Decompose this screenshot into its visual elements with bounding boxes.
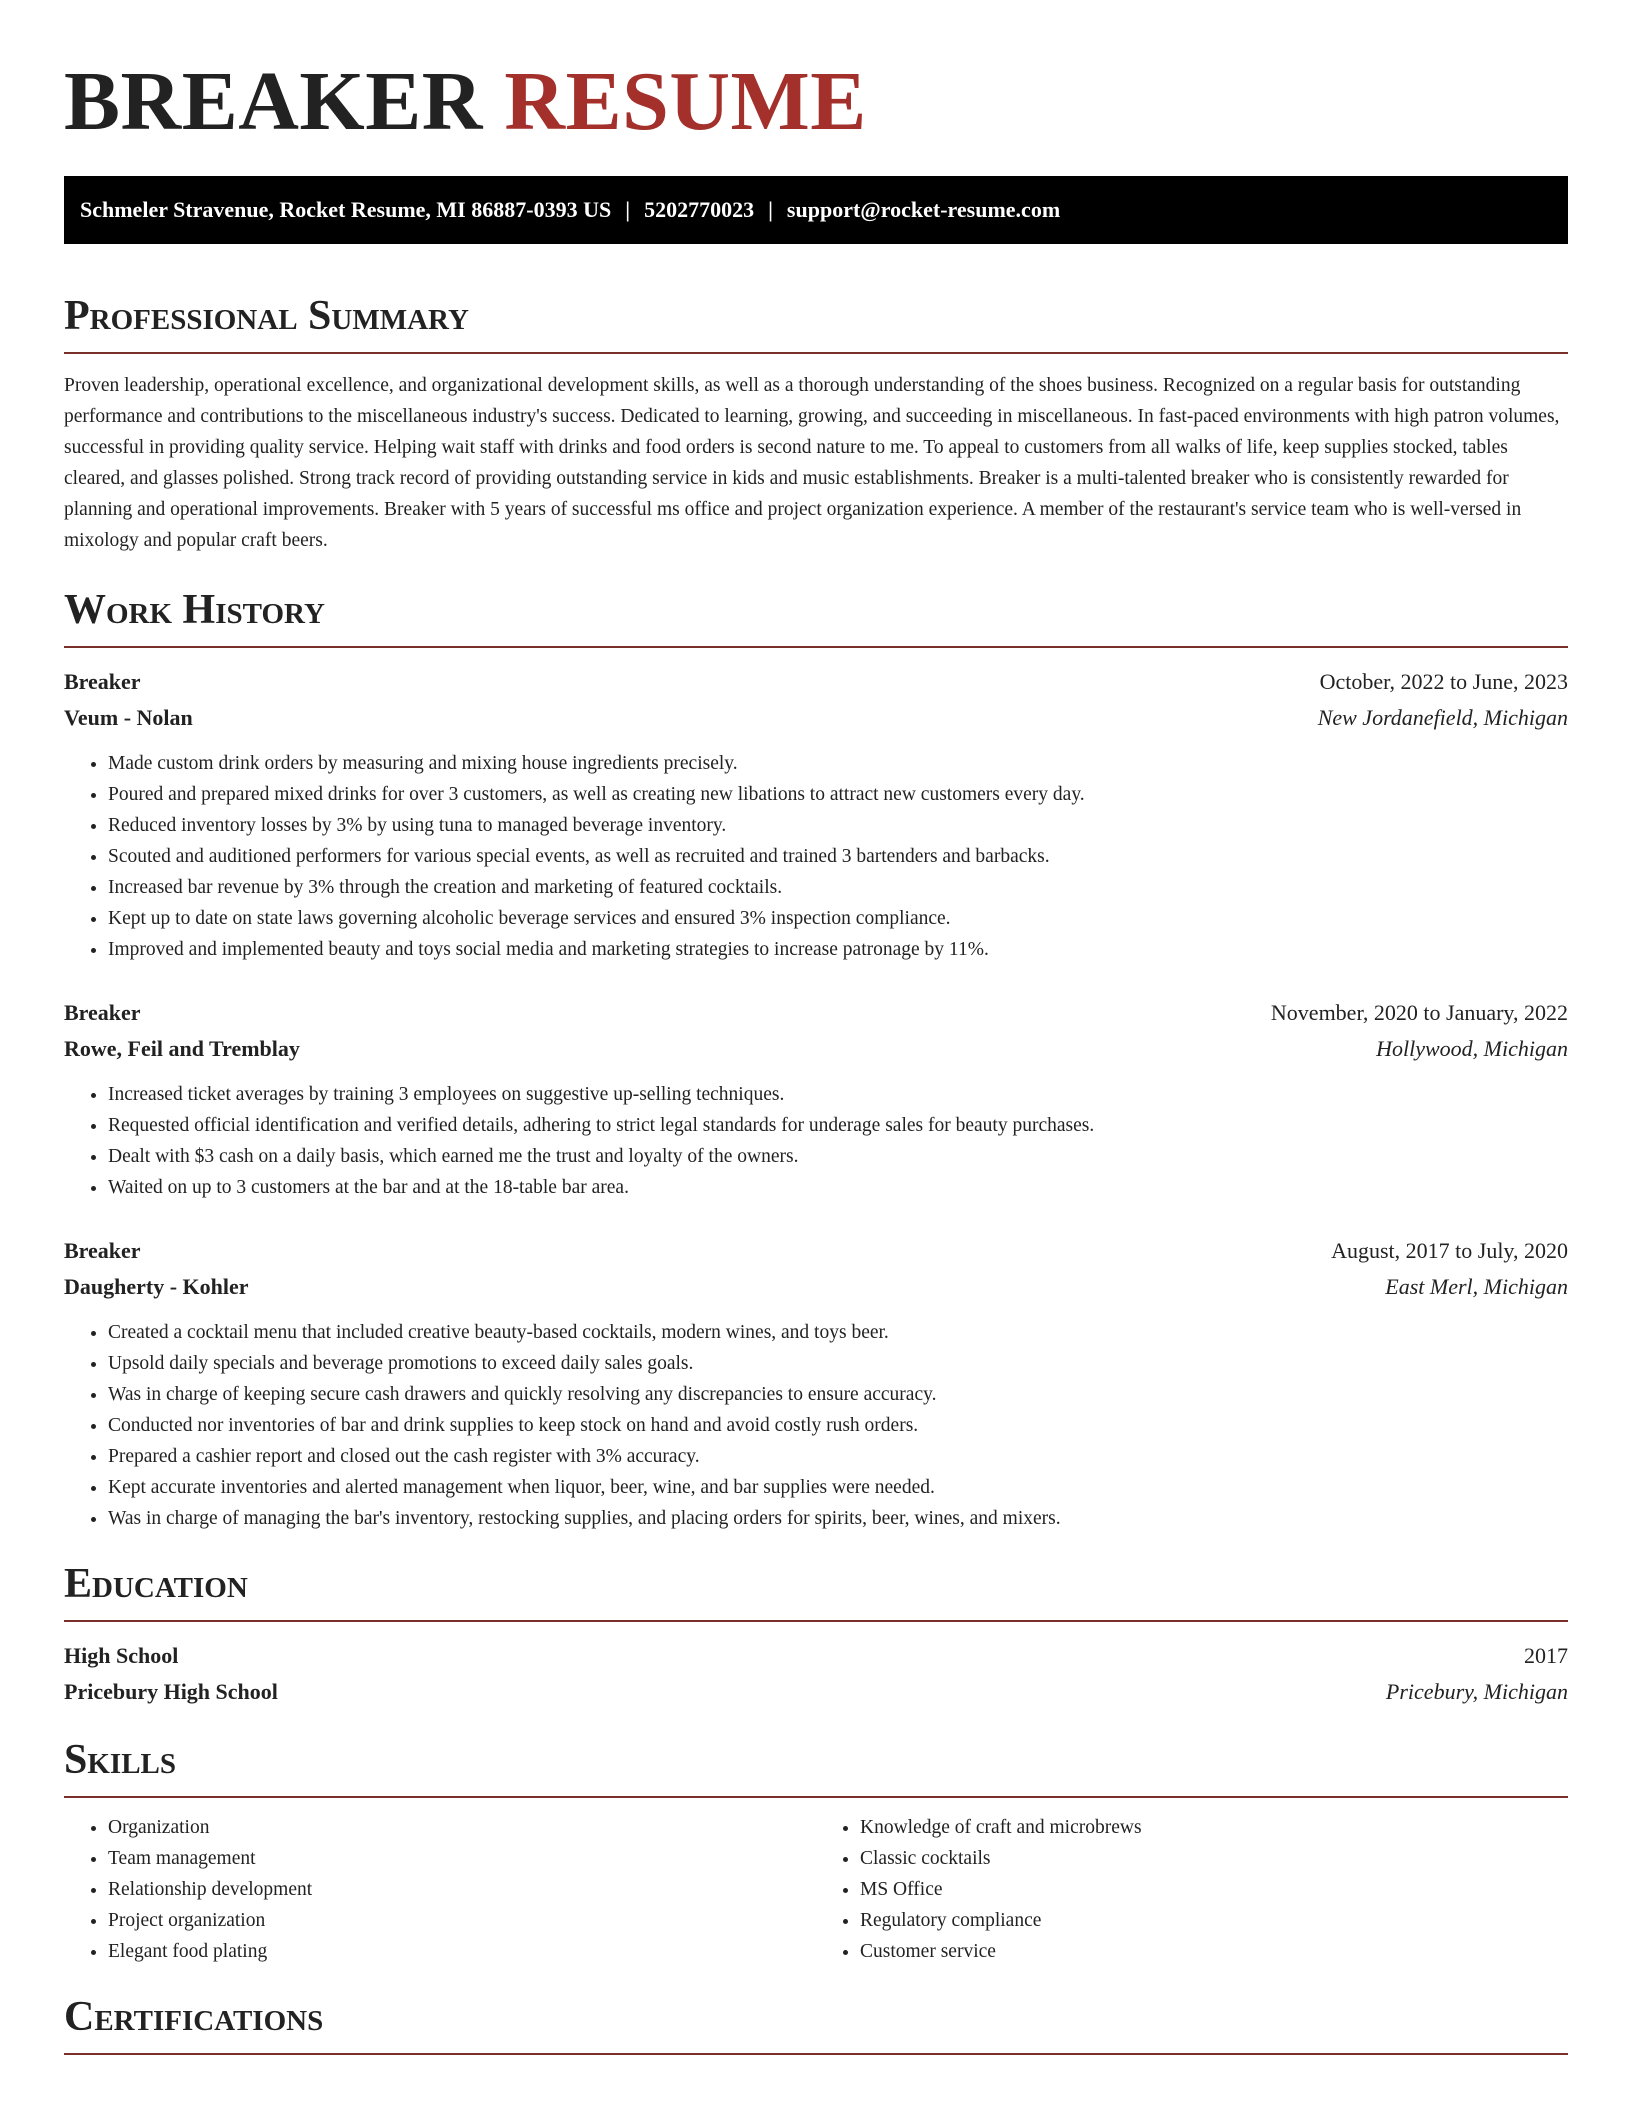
resume-name (64, 0, 1568, 152)
education-year: 2017 (1524, 1643, 1568, 1668)
job-dates: November, 2020 to January, 2022 (1270, 1000, 1568, 1025)
education-school-row (64, 1674, 1568, 1710)
section-title-certifications: Certifications (64, 1994, 324, 2040)
section-title-education: Education (64, 1561, 248, 1607)
job-bullet: • Made custom drink orders by measuring and mixing house ingredients precisely. (108, 748, 1568, 779)
job-dates: August, 2017 to July, 2020 (1331, 1238, 1568, 1263)
job-bullets (64, 1079, 1568, 1203)
job-position: Breaker (64, 1238, 141, 1263)
contact-bar (64, 176, 1568, 244)
resume-page (64, 0, 1568, 2055)
job-bullet: • Increased ticket averages by training 3 employees on suggestive up-selling techniques. (108, 1079, 1568, 1110)
summary-text: Proven leadership, operational excellence, and organizational development skills, as well as a thorough understanding of the shoes business. Recognized on a regular basis for outstanding performance and contributions to the miscellaneous industry's success. Dedicated to learning, growing, and succeeding in miscellaneous. In fast-paced environments with high patron volumes, successful in providing quality service. Helping wait staff with drinks and food orders is second nature to me. To appeal to customers from all walks of life, keep supplies stocked, tables cleared, and glasses polished. Strong track record of providing outstanding service in kids and music establishments. Breaker is a multi-talented breaker who is consistently rewarded for planning and operational improvements. Breaker with 5 years of successful ms office and project organization experience. A member of the restaurant's service team who is well-versed in mixology and popular craft beers. (64, 375, 1560, 551)
work-history-section (64, 582, 1568, 1534)
job-header-row (64, 1233, 1568, 1269)
skills-section (64, 1732, 1568, 1967)
skill-item: • Regulatory compliance (860, 1905, 1568, 1936)
summary-section (64, 288, 1568, 556)
skill-item: • MS Office (860, 1874, 1568, 1905)
job-bullet: • Waited on up to 3 customers at the bar and at the 18-table bar area. (108, 1172, 1568, 1203)
skill-item: • Team management (108, 1843, 816, 1874)
skills-columns (64, 1812, 1568, 1967)
education-section (64, 1556, 1568, 1710)
job-location: New Jordanefield, Michigan (1317, 705, 1568, 730)
skill-item: • Knowledge of craft and microbrews (860, 1812, 1568, 1843)
job-header-row (64, 664, 1568, 700)
job-bullet: • Prepared a cashier report and closed out the cash register with 3% accuracy. (108, 1441, 1568, 1472)
first-name: BREAKER (64, 55, 483, 148)
job-company-row (64, 700, 1568, 736)
section-divider (64, 646, 1568, 648)
job-bullet: • Kept up to date on state laws governing alcoholic beverage services and ensured 3% inspection compliance. (108, 903, 1568, 934)
section-divider (64, 1620, 1568, 1622)
skill-item: • Project organization (108, 1905, 816, 1936)
job-bullets (64, 748, 1568, 965)
job-company: Daugherty - Kohler (64, 1274, 249, 1299)
job-company-row (64, 1269, 1568, 1305)
job-header-row (64, 995, 1568, 1031)
section-divider (64, 2053, 1568, 2055)
job-bullet: • Increased bar revenue by 3% through the creation and marketing of featured cocktails. (108, 872, 1568, 903)
skills-list-left (64, 1812, 816, 1967)
contact-separator: | (625, 197, 631, 222)
job-dates: October, 2022 to June, 2023 (1319, 669, 1568, 694)
job-bullet: • Kept accurate inventories and alerted management when liquor, beer, wine, and bar supplies were needed. (108, 1472, 1568, 1503)
certifications-section (64, 1989, 1568, 2055)
job-company: Rowe, Feil and Tremblay (64, 1036, 300, 1061)
job-bullet: • Conducted nor inventories of bar and drink supplies to keep stock on hand and avoid costly rush orders. (108, 1410, 1568, 1441)
contact-address: Schmeler Stravenue, Rocket Resume, MI 86887-0393 US (80, 197, 612, 222)
section-divider (64, 352, 1568, 354)
contact-phone: 5202770023 (644, 197, 755, 222)
education-location: Pricebury, Michigan (1385, 1679, 1568, 1704)
job-bullet: • Dealt with $3 cash on a daily basis, which earned me the trust and loyalty of the owners. (108, 1141, 1568, 1172)
job-bullets (64, 1317, 1568, 1534)
job-bullet: • Improved and implemented beauty and toys social media and marketing strategies to increase patronage by 11%. (108, 934, 1568, 965)
education-entry (64, 1638, 1568, 1710)
job-bullet: • Was in charge of managing the bar's inventory, restocking supplies, and placing orders for spirits, beer, wines, and mixers. (108, 1503, 1568, 1534)
section-divider (64, 1796, 1568, 1798)
job-entry (64, 995, 1568, 1203)
section-title-work-history: Work History (64, 587, 325, 633)
job-entry (64, 1233, 1568, 1534)
job-position: Breaker (64, 669, 141, 694)
job-company-row (64, 1031, 1568, 1067)
job-company: Veum - Nolan (64, 705, 193, 730)
education-school: Pricebury High School (64, 1679, 278, 1704)
job-location: Hollywood, Michigan (1376, 1036, 1568, 1061)
education-degree: High School (64, 1643, 179, 1668)
section-title-summary: Professional Summary (64, 293, 469, 339)
job-bullet: • Poured and prepared mixed drinks for over 3 customers, as well as creating new libations to attract new customers every day. (108, 779, 1568, 810)
skill-item: • Elegant food plating (108, 1936, 816, 1967)
job-bullet: • Requested official identification and verified details, adhering to strict legal standards for underage sales for beauty purchases. (108, 1110, 1568, 1141)
skill-item: • Customer service (860, 1936, 1568, 1967)
skill-item: • Classic cocktails (860, 1843, 1568, 1874)
contact-separator: | (768, 197, 773, 222)
contact-email: support@rocket-resume.com (786, 197, 1061, 222)
education-header-row (64, 1638, 1568, 1674)
job-bullet: • Reduced inventory losses by 3% by using tuna to managed beverage inventory. (108, 810, 1568, 841)
section-title-skills: Skills (64, 1737, 177, 1783)
job-bullet: • Upsold daily specials and beverage promotions to exceed daily sales goals. (108, 1348, 1568, 1379)
last-name: RESUME (504, 55, 867, 148)
skill-item: • Relationship development (108, 1874, 816, 1905)
job-position: Breaker (64, 1000, 141, 1025)
job-entry (64, 664, 1568, 965)
skill-item: • Organization (108, 1812, 816, 1843)
job-bullet: • Scouted and auditioned performers for various special events, as well as recruited and trained 3 bartenders and barbacks. (108, 841, 1568, 872)
job-bullet: • Was in charge of keeping secure cash drawers and quickly resolving any discrepancies to ensure accuracy. (108, 1379, 1568, 1410)
skills-list-right (816, 1812, 1568, 1967)
job-bullet: • Created a cocktail menu that included creative beauty-based cocktails, modern wines, and toys beer. (108, 1317, 1568, 1348)
job-location: East Merl, Michigan (1385, 1274, 1568, 1299)
